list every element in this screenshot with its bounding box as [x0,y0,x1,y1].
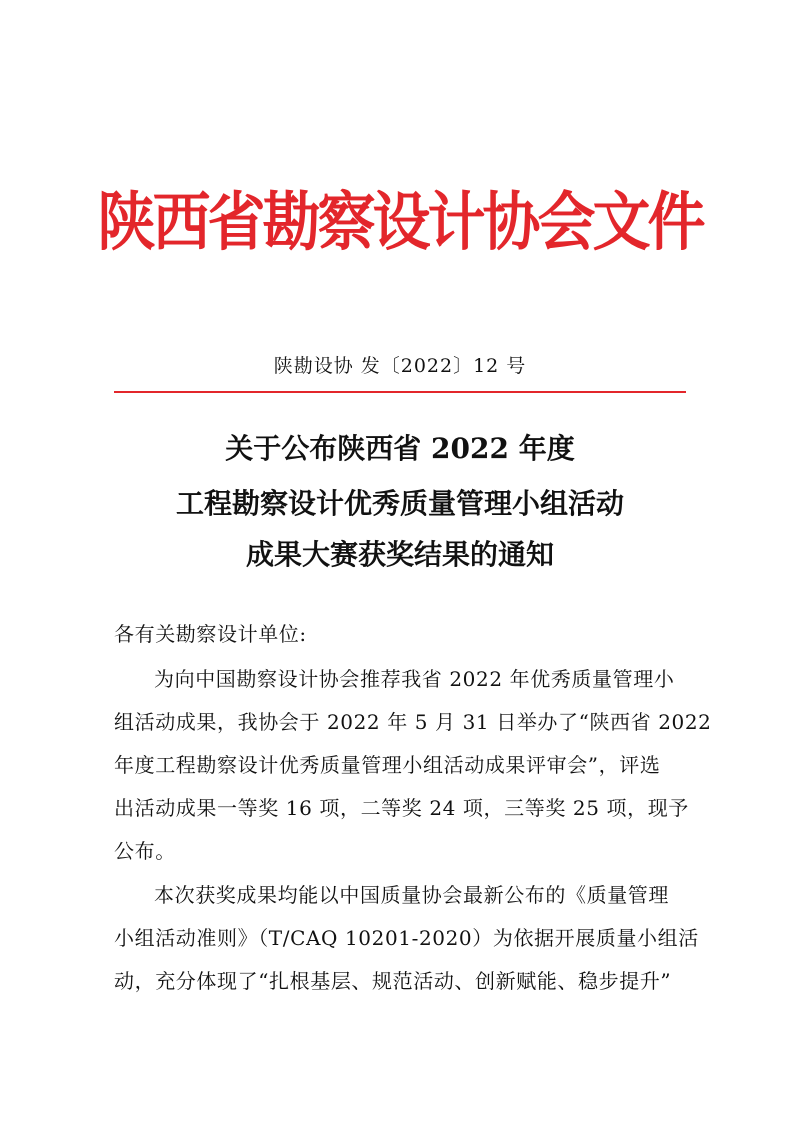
issuer-header-title: 陕西省勘察设计协会文件 [97,184,703,260]
paragraph-1-line: 组活动成果，我协会于 2022 年 5 月 31 日举办了“陕西省 2022 [114,710,712,734]
paragraph-1-line: 公布。 [114,839,176,863]
paragraph-1-line: 年度工程勘察设计优秀质量管理小组活动成果评审会”，评选 [114,753,661,777]
paragraph-2-line: 动，充分体现了“扎根基层、规范活动、创新赋能、稳步提升” [114,969,672,993]
paragraph-2-line: 本次获奖成果均能以中国质量协会最新公布的《质量管理 [154,883,669,907]
document-number: 陕勘设协 发〔2022〕12 号 [273,355,527,377]
notice-title-line-2: 工程勘察设计优秀质量管理小组活动 [175,487,624,520]
paragraph-1-line: 为向中国勘察设计协会推荐我省 2022 年优秀质量管理小 [154,667,675,691]
paragraph-2-line: 小组活动准则》（T/CAQ 10201-2020）为依据开展质量小组活 [114,926,699,950]
notice-title-line-3: 成果大赛获奖结果的通知 [245,538,554,571]
red-divider-line [114,391,686,393]
notice-title-line-1: 关于公布陕西省 2022 年度 [225,432,575,465]
paragraph-1-line: 出活动成果一等奖 16 项，二等奖 24 项，三等奖 25 项，现予 [114,796,689,820]
salutation: 各有关勘察设计单位: [114,622,307,646]
